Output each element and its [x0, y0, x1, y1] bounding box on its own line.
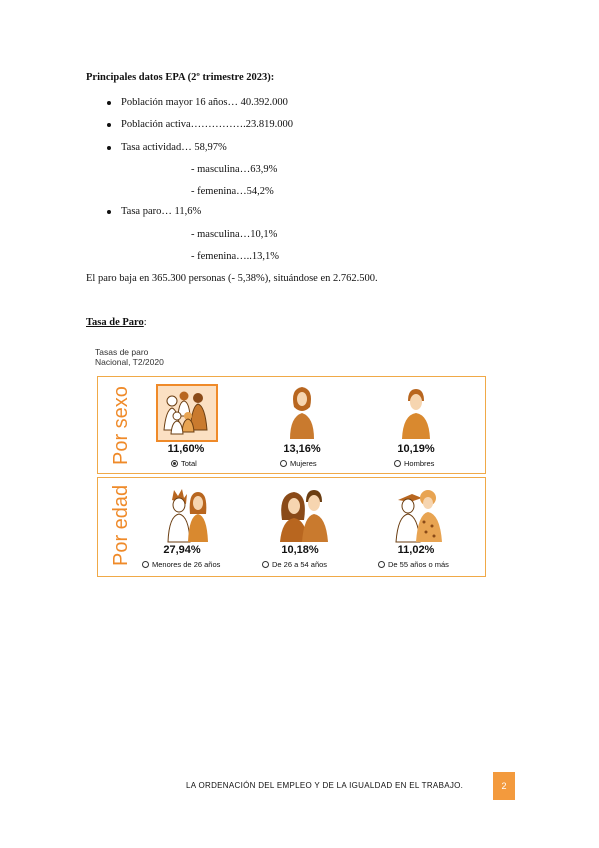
section-title-text: Tasa de Paro — [86, 317, 144, 328]
sub-item-actividad-masculina: - masculina…63,9% — [191, 164, 278, 175]
list-item-activa: Población activa…………….23.819.000 — [121, 119, 294, 130]
list-item-poblacion: Población mayor 16 años… 40.392.000 — [121, 97, 288, 108]
adultos-option[interactable] — [262, 560, 327, 569]
bullet-icon — [107, 146, 111, 150]
young-people-icon — [160, 486, 216, 544]
panel-por-edad — [97, 477, 486, 577]
section-title-colon: : — [143, 317, 147, 328]
por-sexo-label: Por sexo — [110, 386, 132, 465]
hombres-option[interactable] — [394, 459, 434, 468]
mayores-value: 11,02% — [397, 544, 435, 556]
section-heading: Principales datos EPA (2º trimestre 2023): — [86, 72, 275, 83]
hombres-value: 10,19% — [397, 443, 435, 455]
mujeres-option-label: Mujeres — [290, 459, 317, 468]
radio-selected-icon[interactable] — [171, 460, 178, 467]
menores-value: 27,94% — [163, 544, 201, 556]
bullet-icon — [107, 210, 111, 214]
mayores-option-label: De 55 años o más — [388, 560, 449, 569]
total-value: 11,60% — [167, 443, 205, 455]
mujeres-value: 13,16% — [283, 443, 321, 455]
woman-icon — [284, 383, 320, 441]
list-item-tasa-paro: Tasa paro… 11,6% — [121, 206, 202, 217]
mujeres-option[interactable] — [280, 459, 317, 468]
panel-por-sexo — [97, 376, 486, 474]
menores-option[interactable] — [142, 560, 220, 569]
bullet-icon — [107, 123, 111, 127]
seniors-icon — [390, 486, 448, 544]
total-selected-frame[interactable] — [156, 384, 218, 442]
por-edad-label: Por edad — [110, 484, 132, 566]
graphic-subtitle: Nacional, T2/2020 — [95, 357, 164, 367]
sub-item-actividad-femenina: - femenina…54,2% — [191, 186, 274, 197]
radio-icon[interactable] — [280, 460, 287, 467]
adultos-option-label: De 26 a 54 años — [272, 560, 328, 569]
page-number: 2 — [493, 772, 515, 800]
bullet-icon — [107, 101, 111, 105]
sub-item-paro-masculina: - masculina…10,1% — [191, 229, 278, 240]
adultos-value: 10,18% — [281, 544, 319, 556]
page-footer: LA ORDENACIÓN DEL EMPLEO Y DE LA IGUALDAD EN EL TRABAJO. — [186, 781, 464, 790]
man-icon — [398, 385, 434, 441]
radio-icon[interactable] — [262, 561, 269, 568]
summary-paragraph: El paro baja en 365.300 personas (- 5,38%), situándose en 2.762.500. — [86, 273, 378, 284]
radio-icon[interactable] — [142, 561, 149, 568]
hombres-option-label: Hombres — [404, 459, 435, 468]
section-title — [86, 316, 147, 329]
graphic-title: Tasas de paro — [95, 347, 149, 357]
sub-item-paro-femenina: - femenina…..13,1% — [191, 251, 280, 262]
list-item-tasa-actividad: Tasa actividad… 58,97% — [121, 142, 227, 153]
mayores-option[interactable] — [378, 560, 449, 569]
total-option-label: Total — [181, 459, 197, 468]
radio-icon[interactable] — [378, 561, 385, 568]
radio-icon[interactable] — [394, 460, 401, 467]
adults-icon — [274, 486, 332, 544]
family-group-icon — [158, 386, 216, 440]
total-option[interactable] — [171, 459, 197, 468]
menores-option-label: Menores de 26 años — [152, 560, 221, 569]
